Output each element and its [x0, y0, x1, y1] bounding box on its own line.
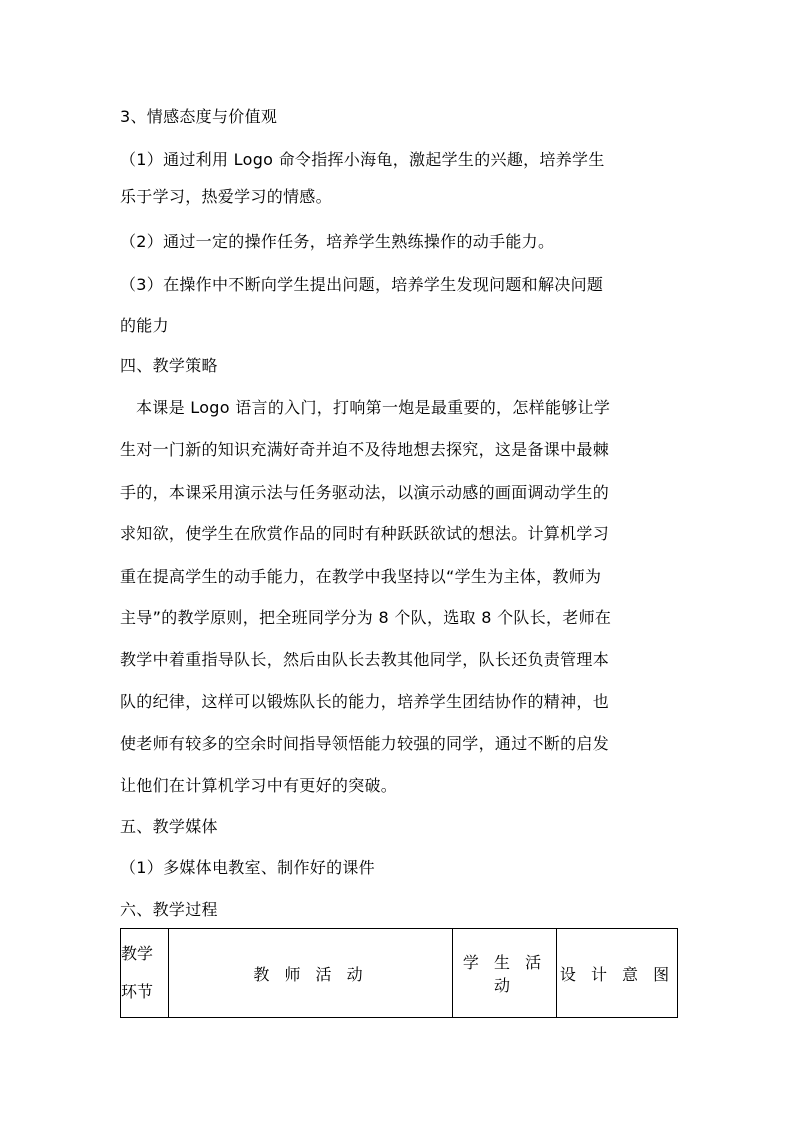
line-17: 让他们在计算机学习中有更好的突破。 — [120, 776, 398, 795]
line-19: （1）多媒体电教室、制作好的课件 — [120, 858, 375, 877]
header-stage: 教学环节 — [121, 929, 169, 1018]
line-7: 四、教学策略 — [120, 356, 218, 375]
line-11: 求知欲，使学生在欣赏作品的同时有种跃跃欲试的想法。计算机学习 — [120, 524, 610, 543]
header-teacher-activity: 教 师 活 动 — [169, 929, 453, 1018]
process-table — [120, 928, 678, 1018]
line-1: 3、情感态度与价值观 — [120, 107, 278, 126]
line-10: 手的，本课采用演示法与任务驱动法，以演示动感的画面调动学生的 — [120, 483, 610, 502]
line-3: 乐于学习，热爱学习的情感。 — [120, 187, 332, 206]
line-6: 的能力 — [120, 316, 169, 335]
line-4: （2）通过一定的操作任务，培养学生熟练操作的动手能力。 — [120, 232, 555, 251]
line-12: 重在提高学生的动手能力，在教学中我坚持以“学生为主体，教师为 — [120, 567, 602, 586]
line-8: 本课是 Logo 语言的入门，打响第一炮是最重要的，怎样能够让学 — [136, 398, 611, 417]
line-15: 队的纪律，这样可以锻炼队长的能力，培养学生团结协作的精神，也 — [120, 692, 610, 711]
header-design-intent: 设 计 意 图 — [557, 929, 678, 1018]
header-student-activity: 学 生 活 动 — [453, 929, 557, 1018]
line-18: 五、教学媒体 — [120, 817, 218, 836]
table-header-row — [121, 929, 678, 1018]
line-16: 使老师有较多的空余时间指导领悟能力较强的同学，通过不断的启发 — [120, 734, 610, 753]
line-5: （3）在操作中不断向学生提出问题，培养学生发现问题和解决问题 — [120, 275, 604, 294]
line-20: 六、教学过程 — [120, 900, 218, 919]
line-13: 主导”的教学原则，把全班同学分为 8 个队，选取 8 个队长，老师在 — [120, 608, 612, 627]
line-14: 教学中着重指导队长，然后由队长去教其他同学，队长还负责管理本 — [120, 650, 610, 669]
line-9: 生对一门新的知识充满好奇并迫不及待地想去探究，这是备课中最棘 — [120, 440, 610, 459]
line-2: （1）通过利用 Logo 命令指挥小海龟，激起学生的兴趣，培养学生 — [120, 150, 605, 169]
